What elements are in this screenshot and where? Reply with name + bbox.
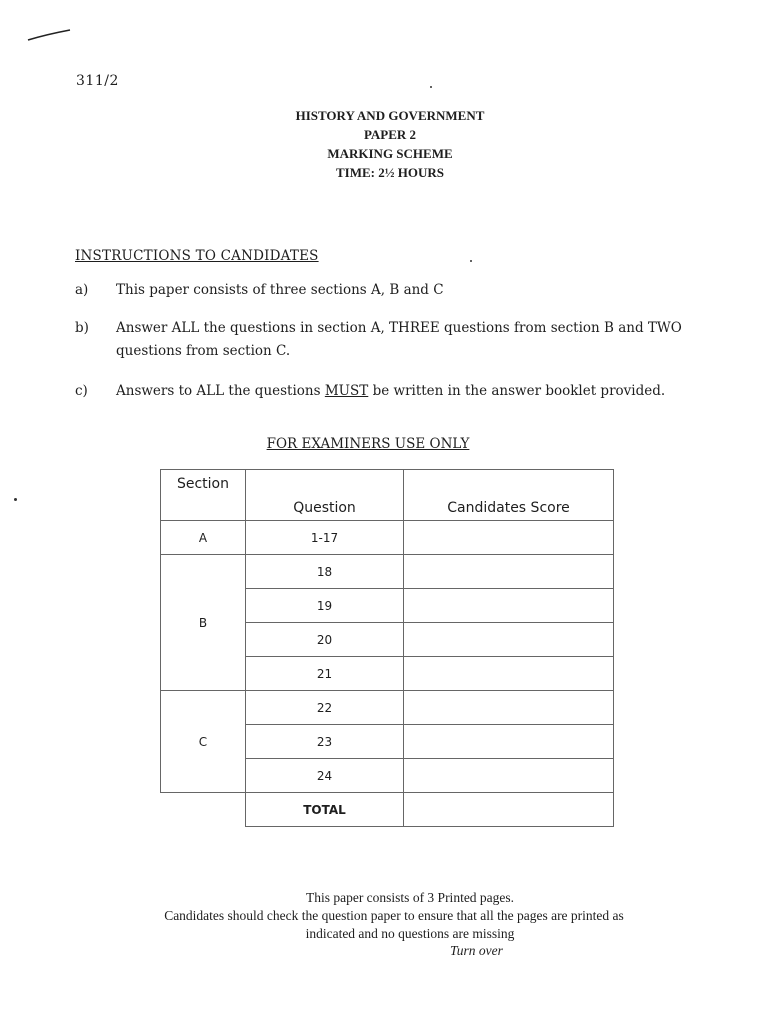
question-cell: 24 (246, 759, 404, 793)
score-cell[interactable] (404, 759, 614, 793)
table-row (161, 555, 614, 589)
score-cell[interactable] (404, 657, 614, 691)
score-cell[interactable] (404, 521, 614, 555)
turn-over-note: Turn over (450, 943, 503, 958)
empty-cell (161, 793, 246, 827)
total-row (161, 793, 614, 827)
footer-check-notice: Candidates should check the question paper to ensure that all the pages are printed as (164, 908, 624, 923)
scan-speck (14, 498, 17, 501)
instruction-label: c) (75, 383, 88, 399)
scan-speck (470, 260, 472, 262)
instruction-label: a) (75, 282, 89, 298)
column-header-section: Section (161, 470, 246, 521)
instruction-text: This paper consists of three sections A, B and C (116, 282, 444, 298)
column-header-question: Question (246, 470, 404, 521)
score-cell[interactable] (404, 555, 614, 589)
pen-stroke-mark (26, 28, 72, 42)
header-marking-scheme: MARKING SCHEME (327, 146, 453, 161)
paper-code: 311/2 (76, 73, 119, 89)
footer-printed-pages: This paper consists of 3 Printed pages. (305, 890, 515, 905)
question-cell: 19 (246, 589, 404, 623)
question-cell: 20 (246, 623, 404, 657)
examiners-use-title: FOR EXAMINERS USE ONLY (266, 436, 470, 452)
examiners-score-table (160, 469, 614, 827)
total-score-cell[interactable] (404, 793, 614, 827)
table-header-row (161, 470, 614, 521)
instruction-label: b) (75, 320, 89, 336)
scan-speck (430, 86, 432, 88)
instruction-text-after: be written in the answer booklet provided. (368, 383, 666, 399)
instruction-text (116, 380, 715, 403)
footer-missing-notice: indicated and no questions are missing (305, 926, 515, 941)
section-cell-a: A (161, 521, 246, 555)
score-cell[interactable] (404, 691, 614, 725)
instruction-text: Answer ALL the questions in section A, THREE questions from section B and TWO questions from section C. (116, 320, 682, 359)
question-cell: 21 (246, 657, 404, 691)
table-row (161, 691, 614, 725)
score-cell[interactable] (404, 589, 614, 623)
page-footer (40, 889, 768, 943)
header-subject: HISTORY AND GOVERNMENT (295, 108, 485, 123)
score-cell[interactable] (404, 725, 614, 759)
score-cell[interactable] (404, 623, 614, 657)
question-cell: 1-17 (246, 521, 404, 555)
instruction-b (75, 317, 715, 363)
header-paper: PAPER 2 (363, 127, 417, 142)
instructions-title: INSTRUCTIONS TO CANDIDATES (75, 248, 319, 264)
column-header-score: Candidates Score (404, 470, 614, 521)
section-cell-c: C (161, 691, 246, 793)
header-time: TIME: 2½ HOURS (336, 165, 444, 180)
question-cell: 22 (246, 691, 404, 725)
question-cell: 18 (246, 555, 404, 589)
question-cell: 23 (246, 725, 404, 759)
instruction-c (75, 380, 715, 403)
instruction-text-before: Answers to ALL the questions (116, 383, 325, 399)
table-row (161, 521, 614, 555)
section-cell-b: B (161, 555, 246, 691)
paper-header (230, 106, 550, 182)
instruction-a (75, 279, 715, 302)
total-label: TOTAL (246, 793, 404, 827)
instruction-emphasis: MUST (324, 383, 369, 399)
